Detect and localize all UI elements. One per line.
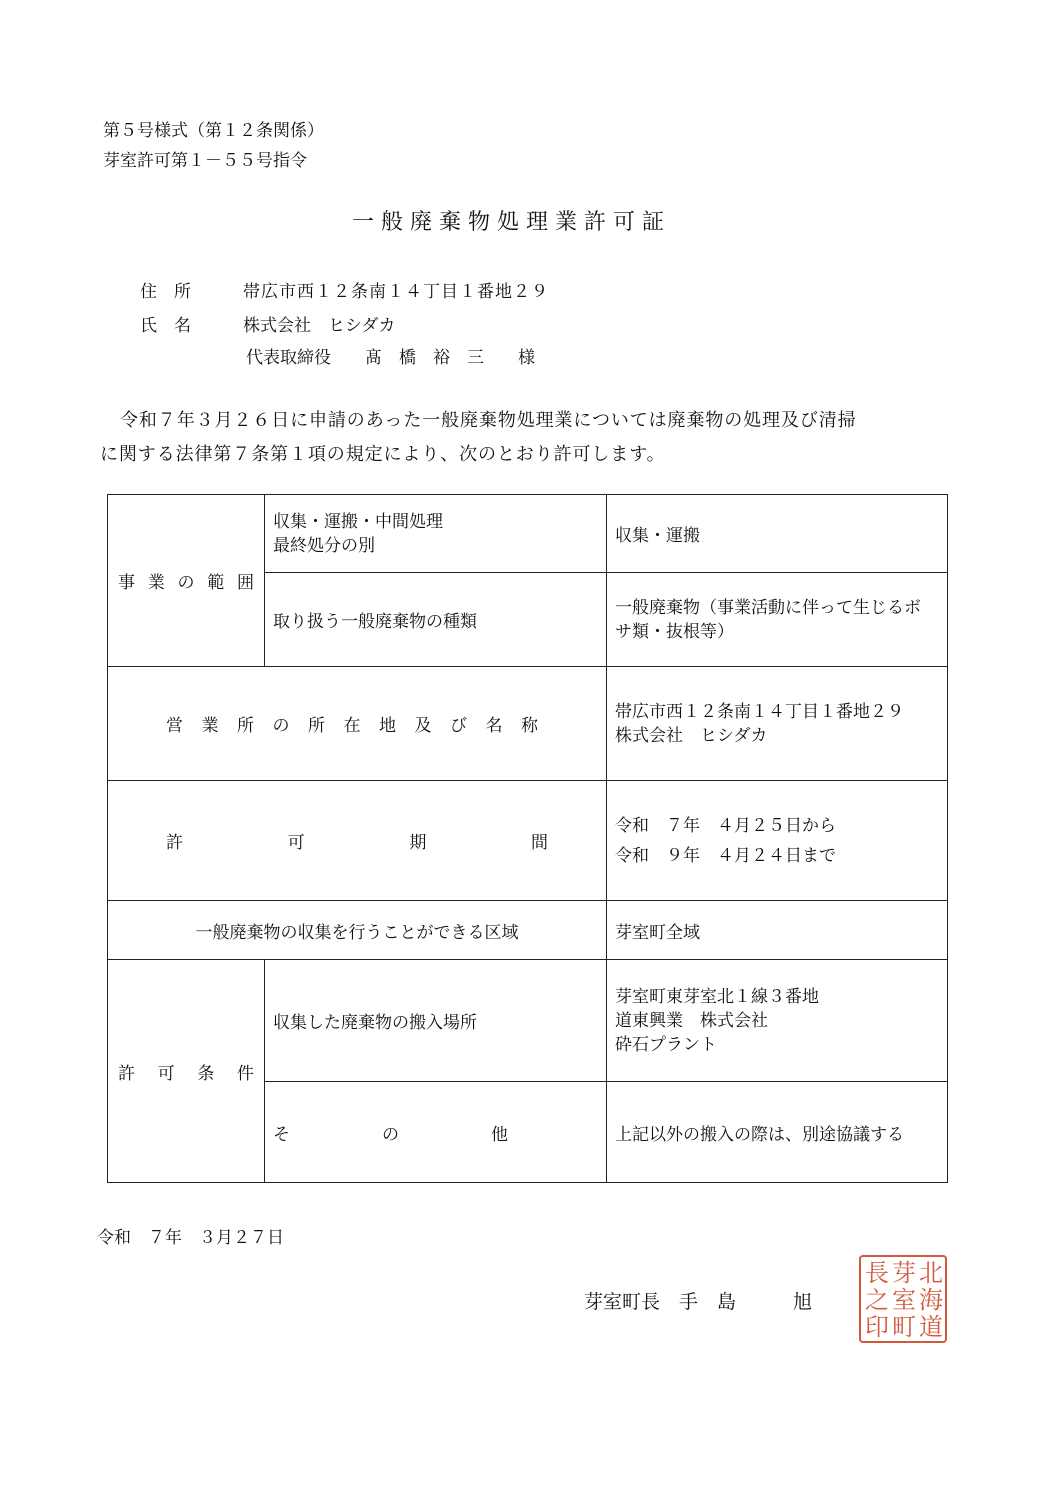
- signer: 芽室町長 手 島 旭: [584, 1291, 813, 1313]
- office-label: 営 業 所 の 所 在 地 及 び 名 称: [166, 716, 538, 736]
- destination-label: 収集した廃棄物の搬入場所: [265, 960, 607, 1082]
- office-label-cell: [108, 667, 607, 781]
- form-number: 第５号様式（第１２条関係）: [103, 121, 324, 141]
- period-to: 令和 ９年 ４月２４日まで: [615, 845, 836, 866]
- company-name: 株式会社 ヒシダカ: [243, 316, 396, 336]
- waste-type-value-line-2: サ類・抜根等）: [615, 621, 734, 642]
- address-label: 住 所: [140, 282, 191, 302]
- period-label-cell: [108, 781, 607, 901]
- waste-type-value-line-1: 一般廃棄物（事業活動に伴って生じるボ: [615, 597, 921, 618]
- scope-type-label-cell: [265, 495, 607, 573]
- permit-table: [107, 494, 948, 1183]
- document-title: 一般廃棄物処理業許可証: [352, 210, 672, 235]
- other-value: 上記以外の搬入の際は、別途協議する: [607, 1082, 948, 1183]
- destination-value-cell: [607, 960, 948, 1082]
- scope-type-label-line-1: 収集・運搬・中間処理: [273, 511, 443, 532]
- official-seal: [859, 1255, 947, 1343]
- body-text-line-1: 令和７年３月２６日に申請のあった一般廃棄物処理業については廃棄物の処理及び清掃: [120, 410, 857, 431]
- conditions-label-cell: [108, 960, 265, 1183]
- conditions-label: 許 可 条 件: [118, 1063, 254, 1084]
- period-label: 許 可 期 間: [166, 833, 548, 853]
- seal-char: 印: [865, 1313, 889, 1341]
- issue-date: 令和 ７年 ３月２７日: [97, 1228, 284, 1248]
- scope-type-label-line-2: 最終処分の別: [273, 535, 375, 556]
- destination-value-line-3: 砕石プラント: [615, 1034, 717, 1055]
- seal-char: 室: [892, 1286, 916, 1314]
- scope-label-cell: [108, 495, 265, 667]
- representative-name: 代表取締役 髙 橋 裕 三 様: [246, 348, 535, 368]
- other-label-cell: [265, 1082, 607, 1183]
- destination-value-line-2: 道東興業 株式会社: [615, 1010, 768, 1031]
- office-value-line-1: 帯広市西１２条南１４丁目１番地２９: [615, 701, 904, 722]
- permit-number: 芽室許可第１－５５号指令: [103, 151, 307, 171]
- period-value-cell: [607, 781, 948, 901]
- seal-char: 長: [865, 1259, 889, 1287]
- seal-char: 北: [919, 1259, 943, 1287]
- office-value-cell: [607, 667, 948, 781]
- seal-char: 之: [865, 1286, 889, 1314]
- seal-char: 道: [919, 1313, 943, 1341]
- seal-char: 海: [919, 1286, 943, 1314]
- name-label: 氏 名: [140, 316, 191, 336]
- area-value: 芽室町全域: [607, 901, 948, 960]
- seal-char: 町: [892, 1313, 916, 1341]
- period-from: 令和 ７年 ４月２５日から: [615, 815, 836, 836]
- destination-value-line-1: 芽室町東芽室北１線３番地: [615, 986, 819, 1007]
- address-value: 帯広市西１２条南１４丁目１番地２９: [243, 282, 549, 302]
- scope-label: 事 業 の 範 囲: [118, 573, 254, 593]
- scope-type-value: 収集・運搬: [607, 495, 948, 573]
- body-text-line-2: に関する法律第７条第１項の規定により、次のとおり許可します。: [100, 444, 666, 465]
- waste-type-label: 取り扱う一般廃棄物の種類: [265, 573, 607, 667]
- other-label: そ の 他: [273, 1124, 508, 1145]
- office-value-line-2: 株式会社 ヒシダカ: [615, 725, 768, 746]
- seal-char: 芽: [892, 1259, 916, 1287]
- area-label: 一般廃棄物の収集を行うことができる区域: [108, 901, 607, 960]
- waste-type-value-cell: [607, 573, 948, 667]
